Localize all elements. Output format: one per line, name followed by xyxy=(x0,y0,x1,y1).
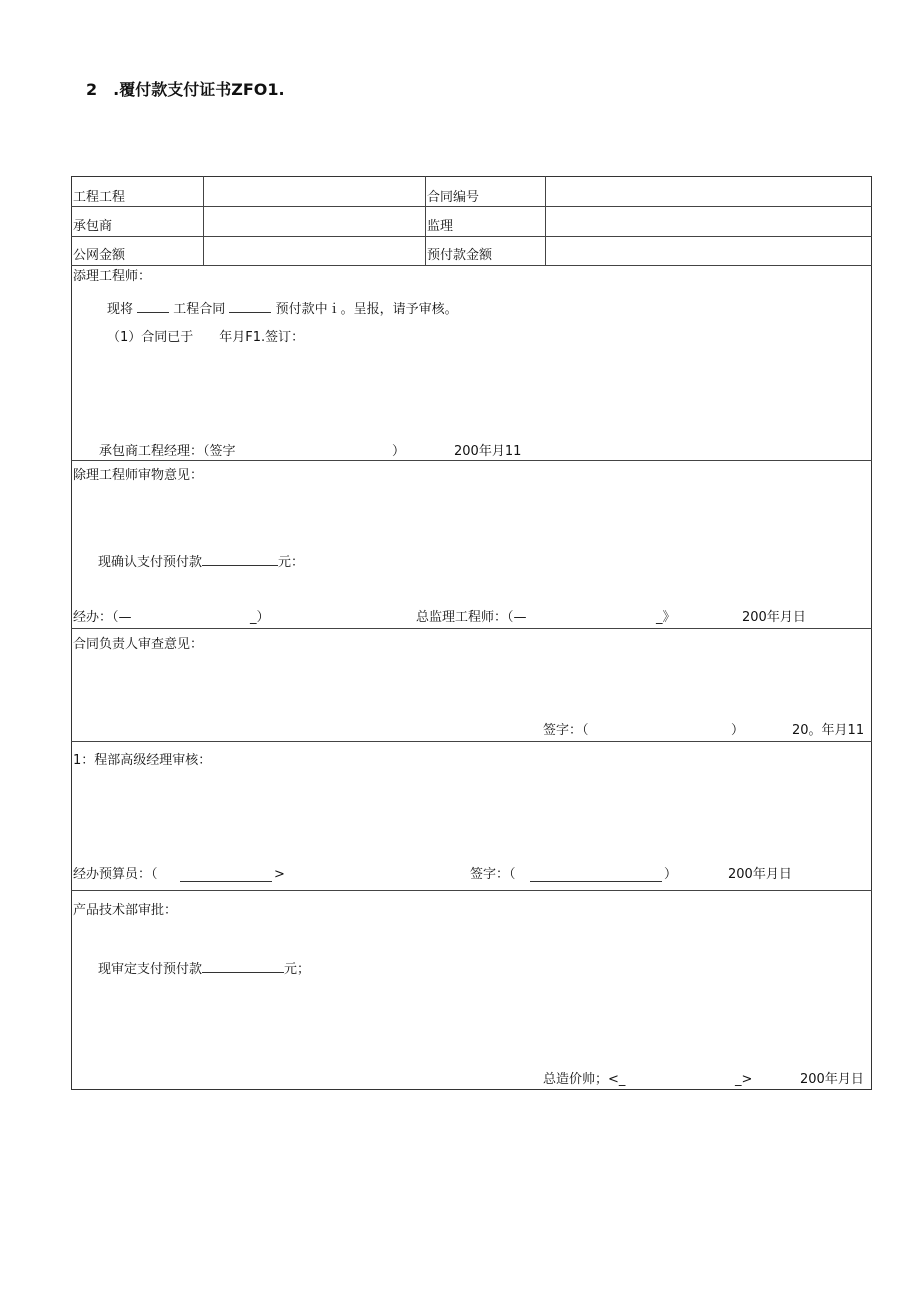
approve-payment-text: 现审定支付预付款 元； xyxy=(98,962,311,977)
column-divider xyxy=(425,176,426,265)
project-label: 工程工程 xyxy=(73,190,126,205)
project-value-field[interactable] xyxy=(204,177,424,205)
cost-engineer-label: 总造价帅；<_ xyxy=(543,1072,626,1087)
chief-engineer-label: 总监理工程师：（— xyxy=(416,610,527,625)
contract-signed-text: （1）合同已于 年月F1.签订： xyxy=(107,330,305,345)
confirm-payment-text: 现确认支付预付款 元： xyxy=(98,555,305,570)
budget-officer-close: > xyxy=(274,867,285,882)
signature-blank[interactable] xyxy=(530,869,662,882)
contract-blank[interactable] xyxy=(229,300,271,313)
signature-label: 签字：（ xyxy=(543,723,589,738)
section-divider xyxy=(71,890,872,891)
cost-engineer-close: _> xyxy=(735,1072,753,1087)
section-divider xyxy=(71,628,872,629)
approved-amount-blank[interactable] xyxy=(202,960,284,973)
signature-close: ） xyxy=(392,444,406,459)
section-heading: 合同负责人审查意见： xyxy=(73,637,204,652)
signature-close: ） xyxy=(664,867,678,882)
section-divider xyxy=(71,741,872,742)
contractor-label: 承包商 xyxy=(73,219,113,234)
date-text: 200年月日 xyxy=(728,867,792,882)
contract-amount-label: 公网金额 xyxy=(73,248,126,263)
contractor-signature-label: 承包商工程经理：（签字 xyxy=(99,444,236,459)
section-heading: 添理工程师： xyxy=(73,269,152,284)
date-text: 200年月11 xyxy=(454,444,522,459)
handler-close: _） xyxy=(250,610,270,625)
supervisor-value-field[interactable] xyxy=(546,207,871,235)
budget-officer-label: 经办预算员：（ xyxy=(73,867,158,882)
date-text: 20。年月11 xyxy=(792,723,865,738)
handler-label: 经办：（— xyxy=(73,610,132,625)
contractor-value-field[interactable] xyxy=(204,207,424,235)
supervisor-label: 监理 xyxy=(427,219,454,234)
advance-amount-field[interactable] xyxy=(546,237,871,264)
row-divider xyxy=(71,265,872,266)
section-heading: 产品技术部审批： xyxy=(73,903,178,918)
section-heading: 1：程部高级经理审核： xyxy=(73,753,212,768)
project-blank[interactable] xyxy=(137,300,169,313)
submission-text: 现将 工程合同 预付款中ｉ。呈报，请予审核。 xyxy=(107,302,458,317)
amount-blank[interactable] xyxy=(202,553,278,566)
date-text: 200年月日 xyxy=(742,610,806,625)
budget-officer-blank[interactable] xyxy=(180,869,272,882)
section-heading: 除理工程师审物意见： xyxy=(73,468,204,483)
page-title: 2 .覆付款支付证书ZFO1. xyxy=(86,80,285,99)
signature-label: 签字：（ xyxy=(470,867,516,882)
advance-amount-label: 预付款金额 xyxy=(427,248,493,263)
chief-engineer-close: _》 xyxy=(656,610,676,625)
date-text: 200年月日 xyxy=(800,1072,864,1087)
contract-number-field[interactable] xyxy=(546,177,871,205)
contract-number-label: 合同编号 xyxy=(427,190,480,205)
signature-close: ） xyxy=(731,723,745,738)
contract-amount-field[interactable] xyxy=(204,237,424,264)
section-divider xyxy=(71,460,872,461)
